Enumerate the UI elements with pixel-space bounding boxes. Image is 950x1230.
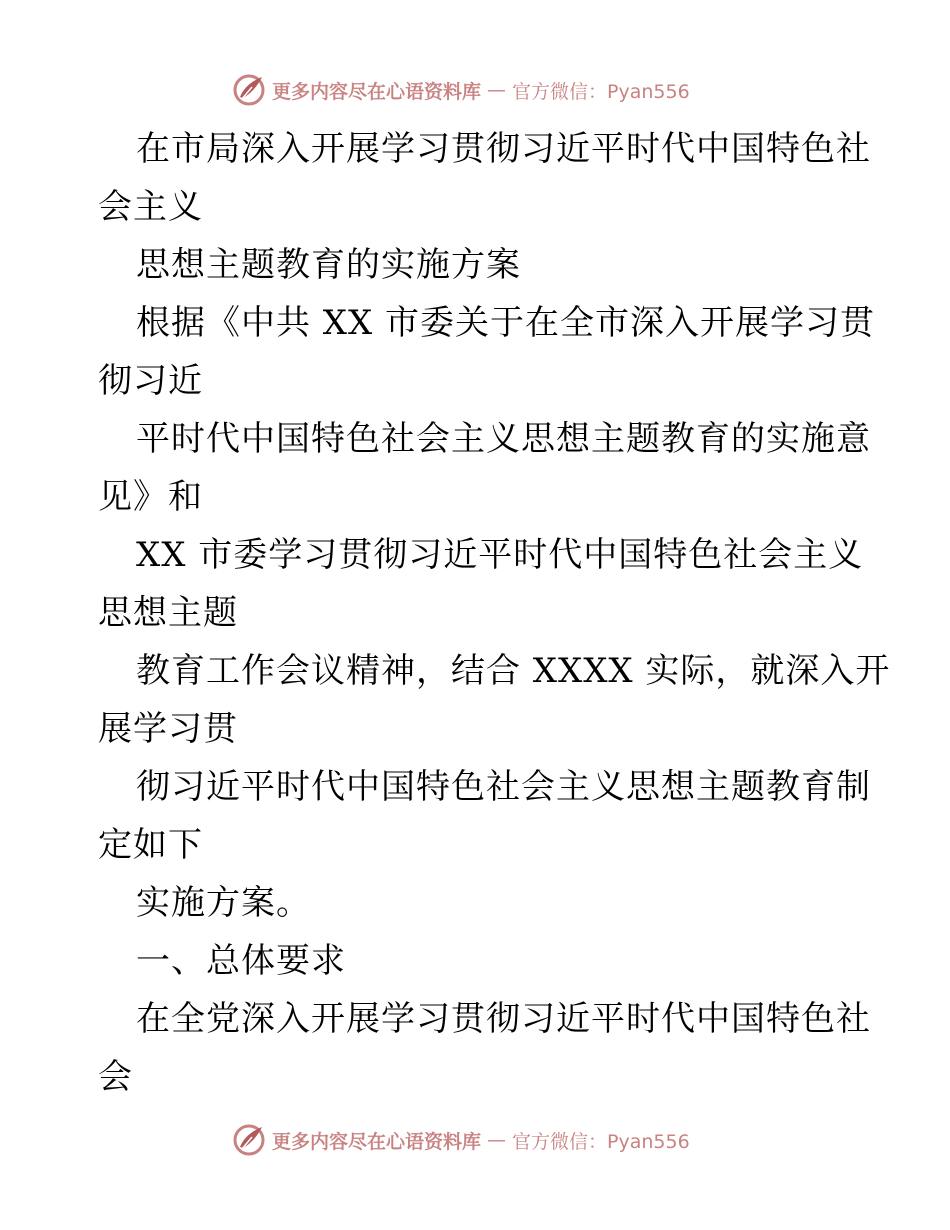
text-line: 彻习近平时代中国特色社会主义思想主题教育制 [136, 767, 871, 807]
text-line: 会主义 [98, 187, 203, 227]
quill-pen-logo-icon [232, 73, 266, 107]
text-line: 展学习贯 [98, 709, 238, 749]
footer-wechat-text: 官方微信：Pyan556 [512, 1130, 690, 1153]
header-separator: — [487, 79, 507, 101]
text-line: 平时代中国特色社会主义思想主题教育的实施意 [136, 419, 871, 459]
header-banner [232, 72, 690, 108]
text-line: 定如下 [98, 825, 203, 865]
text-line: 实施方案。 [136, 883, 311, 923]
text-line: 根据《中共 XX 市委关于在全市深入开展学习贯 [136, 303, 876, 343]
section-heading: 一、总体要求 [136, 941, 346, 981]
text-line: 彻习近 [98, 361, 203, 401]
text-line: 在全党深入开展学习贯彻习近平时代中国特色社 [136, 999, 871, 1039]
text-line: 见》和 [98, 477, 203, 517]
quill-pen-logo-icon [232, 1123, 266, 1157]
text-line: 思想主题教育的实施方案 [136, 245, 521, 285]
text-line: 思想主题 [98, 593, 238, 633]
text-line: 在市局深入开展学习贯彻习近平时代中国特色社 [136, 129, 871, 169]
text-line: XX 市委学习贯彻习近平时代中国特色社会主义 [136, 535, 864, 575]
document-body [98, 120, 891, 1106]
footer-brand-text: 更多内容尽在心语资料库 [272, 1130, 482, 1153]
header-brand-text: 更多内容尽在心语资料库 [272, 80, 482, 103]
footer-separator: — [487, 1129, 507, 1151]
text-line: 教育工作会议精神，结合 XXXX 实际，就深入开 [136, 651, 891, 691]
header-wechat-text: 官方微信：Pyan556 [512, 80, 690, 103]
footer-banner [232, 1122, 690, 1158]
text-line: 会 [98, 1057, 133, 1097]
